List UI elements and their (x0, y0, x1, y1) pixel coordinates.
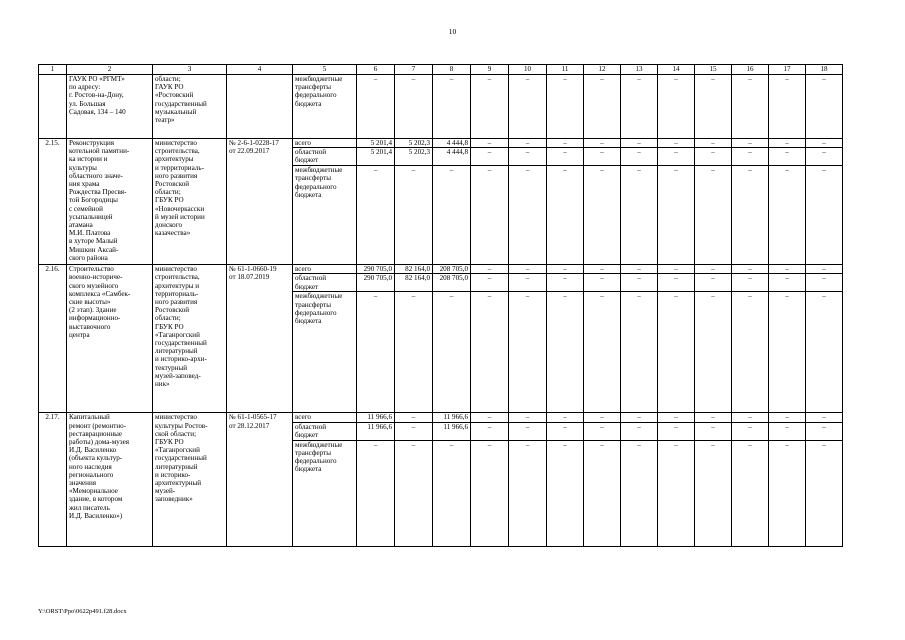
object-name: Капитальный ремонт (ремонтно- реставрационные работы) дома-музея И.Д. Василенко (объекта культур- ного наследия регионального значения «Мемориальное здание, в котором жил писатель И.Д. Василенко») (67, 413, 153, 546)
value-cell: – (357, 292, 395, 413)
value-cell: 208 705,0 (433, 265, 471, 274)
value-cell: – (658, 265, 695, 274)
column-header: 13 (621, 65, 658, 75)
value-cell: – (471, 274, 509, 292)
value-cell: – (621, 274, 658, 292)
value-cell: – (547, 148, 584, 166)
value-cell: – (695, 139, 732, 148)
column-header: 11 (547, 65, 584, 75)
value-cell: – (547, 139, 584, 148)
value-cell: – (509, 413, 547, 422)
value-cell: – (509, 292, 547, 413)
value-cell: – (621, 139, 658, 148)
value-cell: – (695, 148, 732, 166)
column-header: 16 (732, 65, 769, 75)
value-cell: 4 444,8 (433, 139, 471, 148)
value-cell: – (471, 422, 509, 440)
value-cell: – (471, 440, 509, 546)
value-cell: – (806, 265, 843, 274)
value-cell: – (433, 292, 471, 413)
value-cell: – (547, 413, 584, 422)
object-name: Строительство военно-историче- ского музейного комплекса «Самбек- ские высоты» (2 этап). Здание информационно- выставочного центра (67, 265, 153, 413)
responsible-org: области; ГАУК РО «Ростовский государственный музыкальный театр» (153, 75, 227, 139)
program-table (38, 64, 843, 547)
document-ref: № 61-1-0660-19 от 18.07.2019 (227, 265, 293, 413)
value-cell: – (357, 440, 395, 546)
value-cell: – (584, 413, 621, 422)
column-header: 4 (227, 65, 293, 75)
column-header: 3 (153, 65, 227, 75)
value-cell: 5 202,3 (395, 139, 433, 148)
value-cell: – (769, 166, 806, 265)
value-cell: – (806, 139, 843, 148)
value-cell: – (806, 292, 843, 413)
responsible-org: министерство строительства, архитектуры и территориаль- ного развития Ростовской области; ГБУК РО «Новочеркасски й музей истории донского казачества» (153, 139, 227, 265)
value-cell: – (806, 148, 843, 166)
value-cell: – (621, 75, 658, 139)
file-path-footer: Y:\ORST\Ppo\0622p491.f28.docx (38, 608, 127, 615)
value-cell: – (395, 166, 433, 265)
table-row (39, 413, 843, 422)
value-cell: – (584, 166, 621, 265)
value-cell: – (806, 75, 843, 139)
value-cell: – (584, 292, 621, 413)
value-cell: – (547, 422, 584, 440)
object-name: ГАУК РО «РГМТ» по адресу: г. Ростов-на-Дону, ул. Большая Садовая, 134 – 140 (67, 75, 153, 139)
value-cell: – (584, 139, 621, 148)
value-cell: – (621, 413, 658, 422)
value-cell: – (509, 75, 547, 139)
value-cell: – (584, 422, 621, 440)
value-cell: 5 201,4 (357, 139, 395, 148)
value-cell: – (547, 265, 584, 274)
value-cell: – (471, 265, 509, 274)
column-header-row (39, 65, 843, 75)
value-cell: – (695, 440, 732, 546)
value-cell: 82 164,0 (395, 274, 433, 292)
funding-source: областной бюджет (293, 148, 357, 166)
value-cell: – (658, 139, 695, 148)
value-cell: – (547, 292, 584, 413)
value-cell: – (621, 440, 658, 546)
value-cell: – (806, 422, 843, 440)
value-cell: – (732, 139, 769, 148)
column-header: 17 (769, 65, 806, 75)
funding-source: межбюджетные трансферты федерального бюджета (293, 440, 357, 546)
value-cell: – (658, 75, 695, 139)
value-cell: 5 201,4 (357, 148, 395, 166)
value-cell: – (509, 148, 547, 166)
value-cell: – (621, 422, 658, 440)
value-cell: – (732, 440, 769, 546)
value-cell: – (547, 440, 584, 546)
document-ref (227, 75, 293, 139)
value-cell: – (395, 422, 433, 440)
funding-source: межбюджетные трансферты федерального бюджета (293, 292, 357, 413)
value-cell: – (732, 166, 769, 265)
value-cell: – (621, 265, 658, 274)
value-cell: – (695, 422, 732, 440)
value-cell: – (769, 148, 806, 166)
value-cell: – (509, 265, 547, 274)
value-cell: – (584, 75, 621, 139)
column-header: 10 (509, 65, 547, 75)
value-cell: – (509, 274, 547, 292)
value-cell: – (732, 265, 769, 274)
value-cell: – (509, 139, 547, 148)
value-cell: – (769, 422, 806, 440)
value-cell: – (547, 75, 584, 139)
column-header: 2 (67, 65, 153, 75)
value-cell: – (732, 413, 769, 422)
row-number: 2.15. (39, 139, 67, 265)
value-cell: – (471, 75, 509, 139)
value-cell: – (547, 274, 584, 292)
value-cell: – (395, 440, 433, 546)
column-header: 7 (395, 65, 433, 75)
page-number: 10 (448, 27, 457, 36)
value-cell: – (732, 75, 769, 139)
value-cell: 5 202,3 (395, 148, 433, 166)
funding-source: всего (293, 139, 357, 148)
value-cell: – (357, 75, 395, 139)
value-cell: – (769, 139, 806, 148)
value-cell: 4 444,8 (433, 148, 471, 166)
value-cell: – (658, 422, 695, 440)
column-header: 14 (658, 65, 695, 75)
value-cell: – (806, 274, 843, 292)
value-cell: 82 164,0 (395, 265, 433, 274)
value-cell: – (695, 292, 732, 413)
value-cell: – (806, 413, 843, 422)
column-header: 1 (39, 65, 67, 75)
value-cell: – (769, 292, 806, 413)
value-cell: 208 705,0 (433, 274, 471, 292)
value-cell: – (509, 166, 547, 265)
column-header: 6 (357, 65, 395, 75)
value-cell: – (658, 148, 695, 166)
column-header: 5 (293, 65, 357, 75)
responsible-org: министерство строительства, архитектуры и территориаль- ного развития Ростовской области; ГБУК РО «Таганрогский государственный литературный и историко-архи- тектурный музей-заповед- ник» (153, 265, 227, 413)
value-cell: – (695, 274, 732, 292)
value-cell: – (695, 75, 732, 139)
document-ref: № 2-6-1-0228-17 от 22.09.2017 (227, 139, 293, 265)
value-cell: – (806, 440, 843, 546)
value-cell: 290 705,0 (357, 274, 395, 292)
value-cell: – (584, 265, 621, 274)
value-cell: – (806, 166, 843, 265)
value-cell: – (433, 166, 471, 265)
value-cell: – (769, 274, 806, 292)
value-cell: 11 966,6 (357, 413, 395, 422)
column-header: 15 (695, 65, 732, 75)
row-number: 2.16. (39, 265, 67, 413)
value-cell: – (584, 148, 621, 166)
value-cell: 290 705,0 (357, 265, 395, 274)
value-cell: – (658, 440, 695, 546)
document-ref: № 61-1-0565-17 от 28.12.2017 (227, 413, 293, 546)
value-cell: – (357, 166, 395, 265)
value-cell: – (769, 440, 806, 546)
value-cell: – (769, 265, 806, 274)
column-header: 8 (433, 65, 471, 75)
table-row (39, 75, 843, 139)
value-cell: – (471, 166, 509, 265)
value-cell: – (658, 292, 695, 413)
value-cell: – (433, 440, 471, 546)
value-cell: – (509, 422, 547, 440)
funding-source: всего (293, 413, 357, 422)
funding-source: областной бюджет (293, 422, 357, 440)
funding-source: областной бюджет (293, 274, 357, 292)
value-cell: 11 966,6 (357, 422, 395, 440)
value-cell: – (584, 274, 621, 292)
value-cell: – (769, 413, 806, 422)
value-cell: – (658, 274, 695, 292)
value-cell: – (732, 292, 769, 413)
value-cell: – (695, 413, 732, 422)
table-row (39, 265, 843, 274)
funding-source: межбюджетные трансферты федерального бюджета (293, 166, 357, 265)
value-cell: – (732, 148, 769, 166)
value-cell: – (471, 292, 509, 413)
value-cell: – (547, 166, 584, 265)
value-cell: – (395, 75, 433, 139)
value-cell: – (433, 75, 471, 139)
value-cell: – (732, 274, 769, 292)
table-row (39, 139, 843, 148)
value-cell: – (621, 166, 658, 265)
value-cell: – (395, 413, 433, 422)
funding-source: всего (293, 265, 357, 274)
value-cell: – (471, 139, 509, 148)
value-cell: – (695, 166, 732, 265)
value-cell: – (695, 265, 732, 274)
value-cell: – (395, 292, 433, 413)
value-cell: – (732, 422, 769, 440)
value-cell: – (769, 75, 806, 139)
row-number: 2.17. (39, 413, 67, 546)
value-cell: – (509, 440, 547, 546)
column-header: 9 (471, 65, 509, 75)
responsible-org: министерство культуры Ростов- ской области; ГБУК РО «Таганрогский государственный литературный и историко- архитектурный музей- заповедник» (153, 413, 227, 546)
value-cell: 11 966,6 (433, 413, 471, 422)
value-cell: – (471, 413, 509, 422)
value-cell: – (658, 413, 695, 422)
value-cell: – (621, 148, 658, 166)
value-cell: 11 966,6 (433, 422, 471, 440)
value-cell: – (621, 292, 658, 413)
value-cell: – (471, 148, 509, 166)
column-header: 18 (806, 65, 843, 75)
funding-source: межбюджетные трансферты федерального бюджета (293, 75, 357, 139)
row-number (39, 75, 67, 139)
value-cell: – (658, 166, 695, 265)
value-cell: – (584, 440, 621, 546)
column-header: 12 (584, 65, 621, 75)
object-name: Реконструкция котельной памятни- ка истории и культуры областного значе- ния храма Рождества Пресвя- той Богородицы с семейной усыпальницей атамана М.И. Платова в хуторе Малый Мишкин Аксай- ского района (67, 139, 153, 265)
